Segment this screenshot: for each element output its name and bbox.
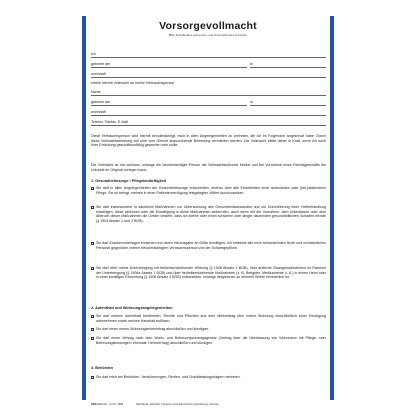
right-accent-bar: [330, 16, 334, 400]
checkbox-item-residence-2[interactable]: Sie darf einen neuen Wohnungsmietvertrag abschließen und kündigen.: [91, 327, 326, 332]
form-sheet: [82, 6, 334, 410]
publisher-logo: RNK: [91, 403, 97, 406]
agent-name-field[interactable]: Name: [91, 90, 326, 97]
principal-born-field[interactable]: geboren am: [91, 62, 247, 69]
document-subtitle: Bitte Zutreffendes ankreuzen und Unzutreffendes streichen: [168, 33, 248, 37]
principal-birthplace-field[interactable]: in: [250, 62, 326, 69]
checkbox-item-residence-3[interactable]: Sie darf einen Vertrag nach dem Wohn- und Betreuungsvertragsgesetz (Vertrag über die Überlassung von Wohnraum mit Pflege- oder Betreuungsleistungen; ehemals: Heimvertrag) abschließen und kündigen.: [91, 336, 326, 345]
copyright-note: Nachdruck, allein/tell. Kopieren und elektronische Speicherung verboten: [135, 403, 219, 406]
checkbox[interactable]: [91, 337, 94, 340]
checkbox-item-authorities-1[interactable]: Sie darf mich bei Behörden, Versicherungen, Renten- und Sozialleistungsträgern vertreten.: [91, 375, 326, 380]
publisher-info: VERLAG · Art.Nr. 2899: [96, 403, 124, 406]
checkbox[interactable]: [91, 206, 94, 209]
checkbox[interactable]: [91, 328, 94, 331]
checkbox[interactable]: [91, 242, 94, 245]
left-accent-bar: [82, 16, 86, 400]
checkbox-item-health-4[interactable]: Sie darf über meine Unterbringung mit freiheitsentziehender Wirkung (§ 1906 Absatz 1 BGB), über ärztliche Zwangsmaßnahmen im Rahmen der Unterbringung (§ 1906a Absatz 1 BGB) und über freiheitsentziehende Maßnahmen (z. B. Bettgitter, Medikamente u. Ä.) in einem Heim oder in einer sonstigen Einrichtung (§ 1906 Absatz 4 BGB) entscheiden, solange dergleichen zu meinem Wohle erforderlich ist.: [91, 266, 326, 280]
document-title: Vorsorgevollmacht: [159, 20, 257, 32]
intro-paragraph-2: Die Vollmacht ist nur wirksam, solange die bevollmächtigte Person die Vollmachtsurkunde besitzt und bei Vornahme eines Rechtsgeschäfts die Urkunde im Original vorlegen kann.: [91, 163, 326, 172]
principal-address-field[interactable]: wohnhaft: [91, 72, 326, 79]
principal-name-field[interactable]: Ich: [91, 52, 326, 59]
footer: [91, 403, 326, 406]
intro-paragraph-1: Diese Vertrauensperson wird hiermit bevollmächtigt, mich in allen Angelegenheiten zu vertreten, die ich im Folgenden angekreuzt habe. Durch diese Vollmachtserteilung soll eine vom Gericht anzuordnende Betreuung vermieden werden. Die Vollmacht bleibt daher in Kraft, wenn ich nach ihrer Errichtung geschäftsunfähig geworden sein sollte.: [91, 134, 326, 148]
checkbox[interactable]: [91, 187, 94, 190]
checkbox-item-health-1[interactable]: Sie darf in allen Angelegenheiten der Gesundheitssorge entscheiden, ebenso über alle Einzelheiten einer ambulanten oder (teil-)stationären Pflege. Sie ist befugt, meinen in einer Patientenverfügung festgelegten Willen durchzusetzen.: [91, 186, 326, 195]
agent-birthplace-field[interactable]: in: [250, 100, 326, 107]
section-heading-residence: 2. Aufenthalt und Wohnungsangelegenheiten: [91, 306, 173, 310]
agent-contact-field[interactable]: Telefon, Telefax, E-Mail: [91, 120, 326, 127]
checkbox-item-health-3[interactable]: Sie darf Krankenunterlagen einsehen und deren Herausgabe an Dritte bewilligen. Ich entbinde alle mich behandelnden Ärzte und nichtärztliches Personal gegenüber meiner bevollmächtigten Vertrauensperson von der Schweigepflicht.: [91, 241, 326, 250]
checkbox[interactable]: [91, 267, 94, 270]
agent-born-field[interactable]: geboren am: [91, 100, 247, 107]
section-heading-authorities: 3. Behörden: [91, 366, 113, 370]
checkbox-item-residence-1[interactable]: Sie darf meinen Aufenthalt bestimmen, Rechte und Pflichten aus dem Mietvertrag über meine Wohnung einschließlich einer Kündigung wahrnehmen sowie meinen Haushalt auflösen.: [91, 314, 326, 323]
agent-address-field[interactable]: wohnhaft: [91, 110, 326, 117]
grant-statement: erteile hiermit Vollmacht an meine Vertrauensperson: [91, 81, 175, 85]
section-heading-health: 1. Gesundheitssorge / Pflegebedürftigkeit: [91, 179, 167, 183]
checkbox[interactable]: [91, 376, 94, 379]
checkbox[interactable]: [91, 315, 94, 318]
checkbox-item-health-2[interactable]: Sie darf insbesondere in sämtliche Maßnahmen zur Untersuchung des Gesundheitszustandes und zur Durchführung einer Heilbehandlung einwilligen, diese ablehnen oder die Einwilligung in diese Maßnahmen widerrufen, auch wenn mit der Vornahme, dem Unterlassen oder dem Abbruch dieser Maßnahmen die Gefahr besteht, dass ich sterbe oder einen schweren oder länger dauernden gesundheitlichen Schaden erleide (§ 1904 Absatz 1 und 2 BGB).: [91, 205, 326, 223]
